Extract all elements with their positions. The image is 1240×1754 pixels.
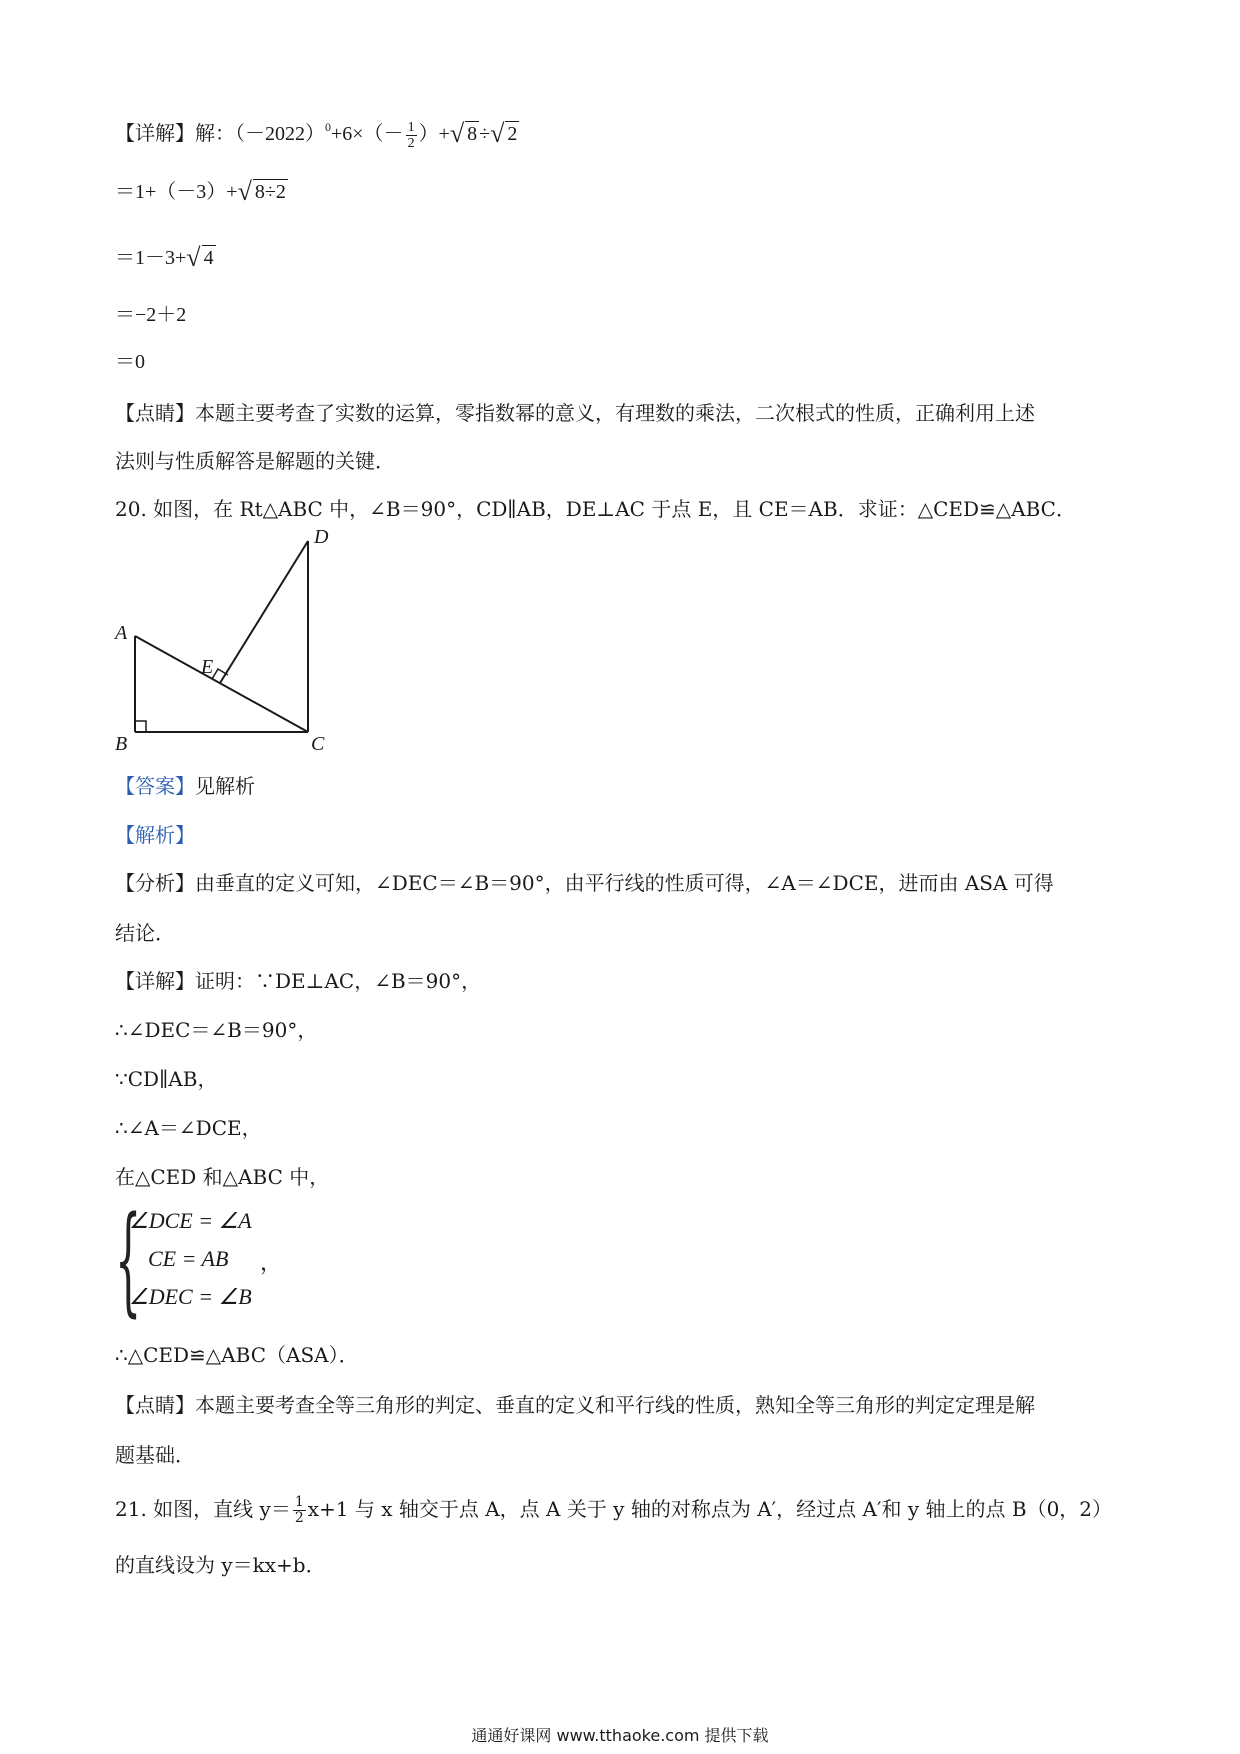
- sqrt-symbol: √: [490, 119, 505, 148]
- answer-line: 【答案】见解析: [115, 774, 255, 798]
- q20-stem: 20. 如图，在 Rt△ABC 中，∠B＝90°，CD∥AB，DE⊥AC 于点 E，且 CE＝AB．求证：△CED≌△ABC．: [115, 497, 1076, 521]
- system-row-2: CE = AB: [148, 1246, 229, 1271]
- right-angle-mark-E: [212, 669, 228, 679]
- label-A: A: [115, 622, 128, 644]
- q20-comment-line1: 【点睛】本题主要考查全等三角形的判定、垂直的定义和平行线的性质，熟知全等三角形的判定定理是解: [115, 1393, 1035, 1417]
- right-angle-mark-B: [135, 721, 146, 732]
- analysis-tag: 【解析】: [115, 823, 195, 847]
- detail-heading: 【详解】解：: [115, 123, 235, 145]
- fenxi-line1: 【分析】由垂直的定义可知，∠DEC＝∠B＝90°，由平行线的性质可得，∠A＝∠DCE，进而由 ASA 可得: [115, 871, 1054, 895]
- q19-comment-line2: 法则与性质解答是解题的关键．: [115, 449, 395, 473]
- q21-stem-line1: 21. 如图，直线 y＝ $\frac{1}{2}$ x+1 与 x 轴交于点 A，点 A 关于 y 轴的对称点为 A′，经过点 A′和 y 轴上的点 B（0，2）: [115, 1494, 1113, 1526]
- sqrt-symbol: √: [186, 243, 201, 272]
- system-row-1: ∠DCE = ∠A: [129, 1208, 252, 1233]
- q19-step3: ＝−2＋2: [115, 304, 187, 326]
- answer-tag: 【答案】: [115, 774, 195, 798]
- proof-line5: 在△CED 和△ABC 中，: [115, 1165, 330, 1189]
- fenxi-line2: 结论．: [115, 921, 175, 945]
- left-brace: {: [115, 1190, 142, 1328]
- sqrt-symbol: √: [237, 177, 252, 206]
- q19-step4: ＝0: [115, 351, 145, 373]
- proof-conclusion: ∴△CED≌△ABC（ASA）．: [115, 1343, 359, 1367]
- q20-comment-line2: 题基础．: [115, 1443, 195, 1467]
- triangle-figure: [105, 528, 335, 758]
- fraction-half: $\frac{1}{2}$: [294, 1494, 304, 1526]
- segment-DE: [220, 541, 308, 683]
- equation-system: [115, 1190, 355, 1330]
- label-D: D: [314, 528, 329, 548]
- page-footer: 通通好课网 www.tthaoke.com 提供下载: [471, 1726, 769, 1745]
- label-B: B: [115, 733, 128, 755]
- q19-step1: ＝1+（－3）+√ 8÷2: [115, 177, 286, 206]
- q19-expression-line: 【详解】解：$(-2022)^0+6\times(-$ $\frac{1}{2}$ ）+√ 8 ÷√ 2: [115, 119, 518, 151]
- label-E: E: [201, 656, 214, 678]
- q19-comment-line1: 【点睛】本题主要考查了实数的运算，零指数幂的意义，有理数的乘法，二次根式的性质，正确利用上述: [115, 401, 1035, 425]
- label-C: C: [311, 733, 325, 755]
- proof-line4: ∴∠A＝∠DCE，: [115, 1116, 262, 1140]
- q19-step2: ＝1－3+√ 4: [115, 243, 214, 272]
- proof-line1: 【详解】证明：∵DE⊥AC，∠B＝90°，: [115, 969, 482, 993]
- proof-line3: ∵CD∥AB，: [115, 1067, 218, 1091]
- proof-line2: ∴∠DEC＝∠B＝90°，: [115, 1018, 318, 1042]
- q21-stem-line2: 的直线设为 y＝kx+b．: [115, 1553, 326, 1577]
- sqrt-symbol: √: [449, 119, 465, 148]
- system-row-3: ∠DEC = ∠B: [129, 1284, 252, 1309]
- segment-AC: [135, 636, 308, 732]
- fraction-half: $\frac{1}{2}$: [407, 119, 415, 151]
- system-comma: ，: [260, 1250, 283, 1275]
